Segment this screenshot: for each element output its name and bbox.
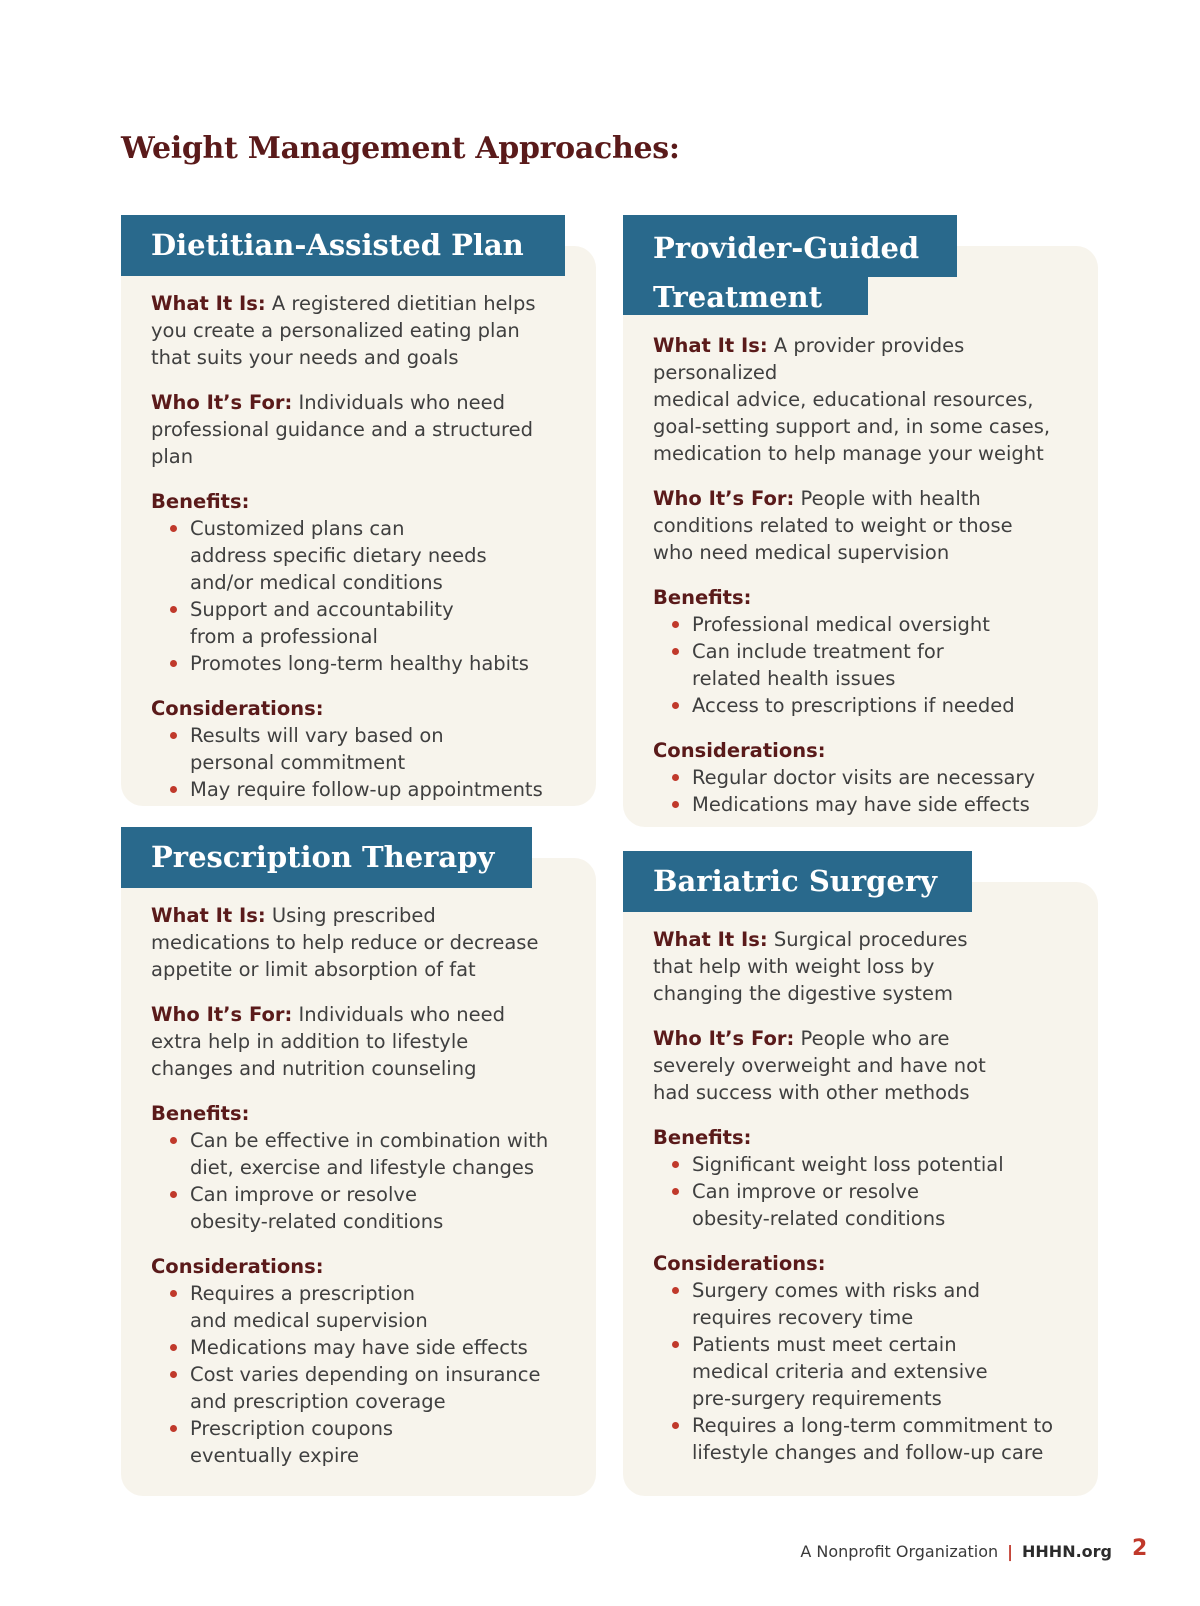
- what-it-is: [151, 902, 581, 983]
- benefits-list: [653, 1151, 1093, 1232]
- who-its-for: [151, 389, 571, 470]
- list-item: Can improve or resolve obesity-related conditions: [692, 1178, 1093, 1232]
- card-provider-heading-line2: Treatment: [623, 276, 868, 315]
- list-item: Significant weight loss potential: [692, 1151, 1093, 1178]
- who-its-for-label: Who It’s For:: [653, 487, 795, 510]
- who-its-for-text: People who are severely overweight and have not had success with other methods: [653, 1027, 986, 1104]
- list-item: Medications may have side effects: [190, 1334, 581, 1361]
- who-its-for-text: Individuals who need extra help in addition to lifestyle changes and nutrition counseling: [151, 1003, 506, 1080]
- list-item: Customized plans can address specific dietary needs and/or medical conditions: [190, 515, 571, 596]
- card-provider-heading-line1: Provider-Guided: [623, 215, 957, 277]
- list-item: Patients must meet certain medical criteria and extensive pre-surgery requirements: [692, 1331, 1093, 1412]
- benefits-list: [151, 515, 571, 677]
- list-item: Cost varies depending on insurance and prescription coverage: [190, 1361, 581, 1415]
- card-bariatric-body: [653, 926, 1093, 1484]
- what-it-is: [653, 332, 1093, 467]
- list-item: May require follow-up appointments: [190, 776, 571, 803]
- who-its-for: [653, 485, 1093, 566]
- benefits-list: [151, 1127, 581, 1235]
- page-number: 2: [1132, 1536, 1148, 1561]
- what-it-is-label: What It Is:: [653, 928, 768, 951]
- considerations-label: Considerations:: [653, 1252, 826, 1275]
- benefits-list: [653, 611, 1093, 719]
- who-its-for: [151, 1001, 581, 1082]
- list-item: Requires a long-term commitment to lifestyle changes and follow-up care: [692, 1412, 1093, 1466]
- footer-separator: |: [1007, 1542, 1014, 1561]
- what-it-is-text: Surgical procedures that help with weight loss by changing the digestive system: [653, 928, 968, 1005]
- what-it-is-label: What It Is:: [653, 334, 768, 357]
- card-dietitian-heading: Dietitian-Assisted Plan: [121, 215, 565, 276]
- list-item: Support and accountability from a professional: [190, 596, 571, 650]
- what-it-is: [151, 290, 571, 371]
- what-it-is-text: A provider provides personalized medical advice, educational resources, goal-setting support and, in some cases, medication to help manage your weight: [653, 334, 1051, 465]
- benefits-label: Benefits:: [151, 490, 250, 513]
- considerations-list: [653, 1277, 1093, 1466]
- footer-site-link[interactable]: HHHN.org: [1022, 1542, 1112, 1561]
- footer-org: A Nonprofit Organization: [800, 1542, 999, 1561]
- who-its-for-label: Who It’s For:: [653, 1027, 795, 1050]
- list-item: Regular doctor visits are necessary: [692, 764, 1093, 791]
- what-it-is-label: What It Is:: [151, 292, 266, 315]
- list-item: Promotes long-term healthy habits: [190, 650, 571, 677]
- card-bariatric-heading: Bariatric Surgery: [623, 851, 972, 912]
- list-item: Requires a prescription and medical supervision: [190, 1280, 581, 1334]
- list-item: Prescription coupons eventually expire: [190, 1415, 581, 1469]
- considerations-label: Considerations:: [151, 1255, 324, 1278]
- who-its-for-label: Who It’s For:: [151, 391, 293, 414]
- list-item: Access to prescriptions if needed: [692, 692, 1093, 719]
- card-provider-body: [653, 332, 1093, 836]
- who-its-for-text: Individuals who need professional guidance and a structured plan: [151, 391, 534, 468]
- card-prescription-heading: Prescription Therapy: [121, 827, 532, 888]
- card-prescription-body: [151, 902, 581, 1487]
- benefits-label: Benefits:: [653, 586, 752, 609]
- list-item: Surgery comes with risks and requires recovery time: [692, 1277, 1093, 1331]
- what-it-is-text: A registered dietitian helps you create a personalized eating plan that suits your needs and goals: [151, 292, 536, 369]
- who-its-for-label: Who It’s For:: [151, 1003, 293, 1026]
- considerations-label: Considerations:: [151, 697, 324, 720]
- list-item: Professional medical oversight: [692, 611, 1093, 638]
- list-item: Results will vary based on personal commitment: [190, 722, 571, 776]
- benefits-label: Benefits:: [653, 1126, 752, 1149]
- what-it-is: [653, 926, 1093, 1007]
- considerations-list: [151, 722, 571, 803]
- who-its-for-text: People with health conditions related to weight or those who need medical supervision: [653, 487, 1013, 564]
- who-its-for: [653, 1025, 1093, 1106]
- considerations-label: Considerations:: [653, 739, 826, 762]
- considerations-list: [653, 764, 1093, 818]
- list-item: Medications may have side effects: [692, 791, 1093, 818]
- list-item: Can include treatment for related health issues: [692, 638, 1093, 692]
- what-it-is-label: What It Is:: [151, 904, 266, 927]
- what-it-is-text: Using prescribed medications to help reduce or decrease appetite or limit absorption of fat: [151, 904, 539, 981]
- footer: [800, 1542, 1112, 1561]
- list-item: Can be effective in combination with diet, exercise and lifestyle changes: [190, 1127, 581, 1181]
- page-title: Weight Management Approaches:: [121, 131, 680, 166]
- card-dietitian-body: [151, 290, 571, 821]
- benefits-label: Benefits:: [151, 1102, 250, 1125]
- considerations-list: [151, 1280, 581, 1469]
- list-item: Can improve or resolve obesity-related conditions: [190, 1181, 581, 1235]
